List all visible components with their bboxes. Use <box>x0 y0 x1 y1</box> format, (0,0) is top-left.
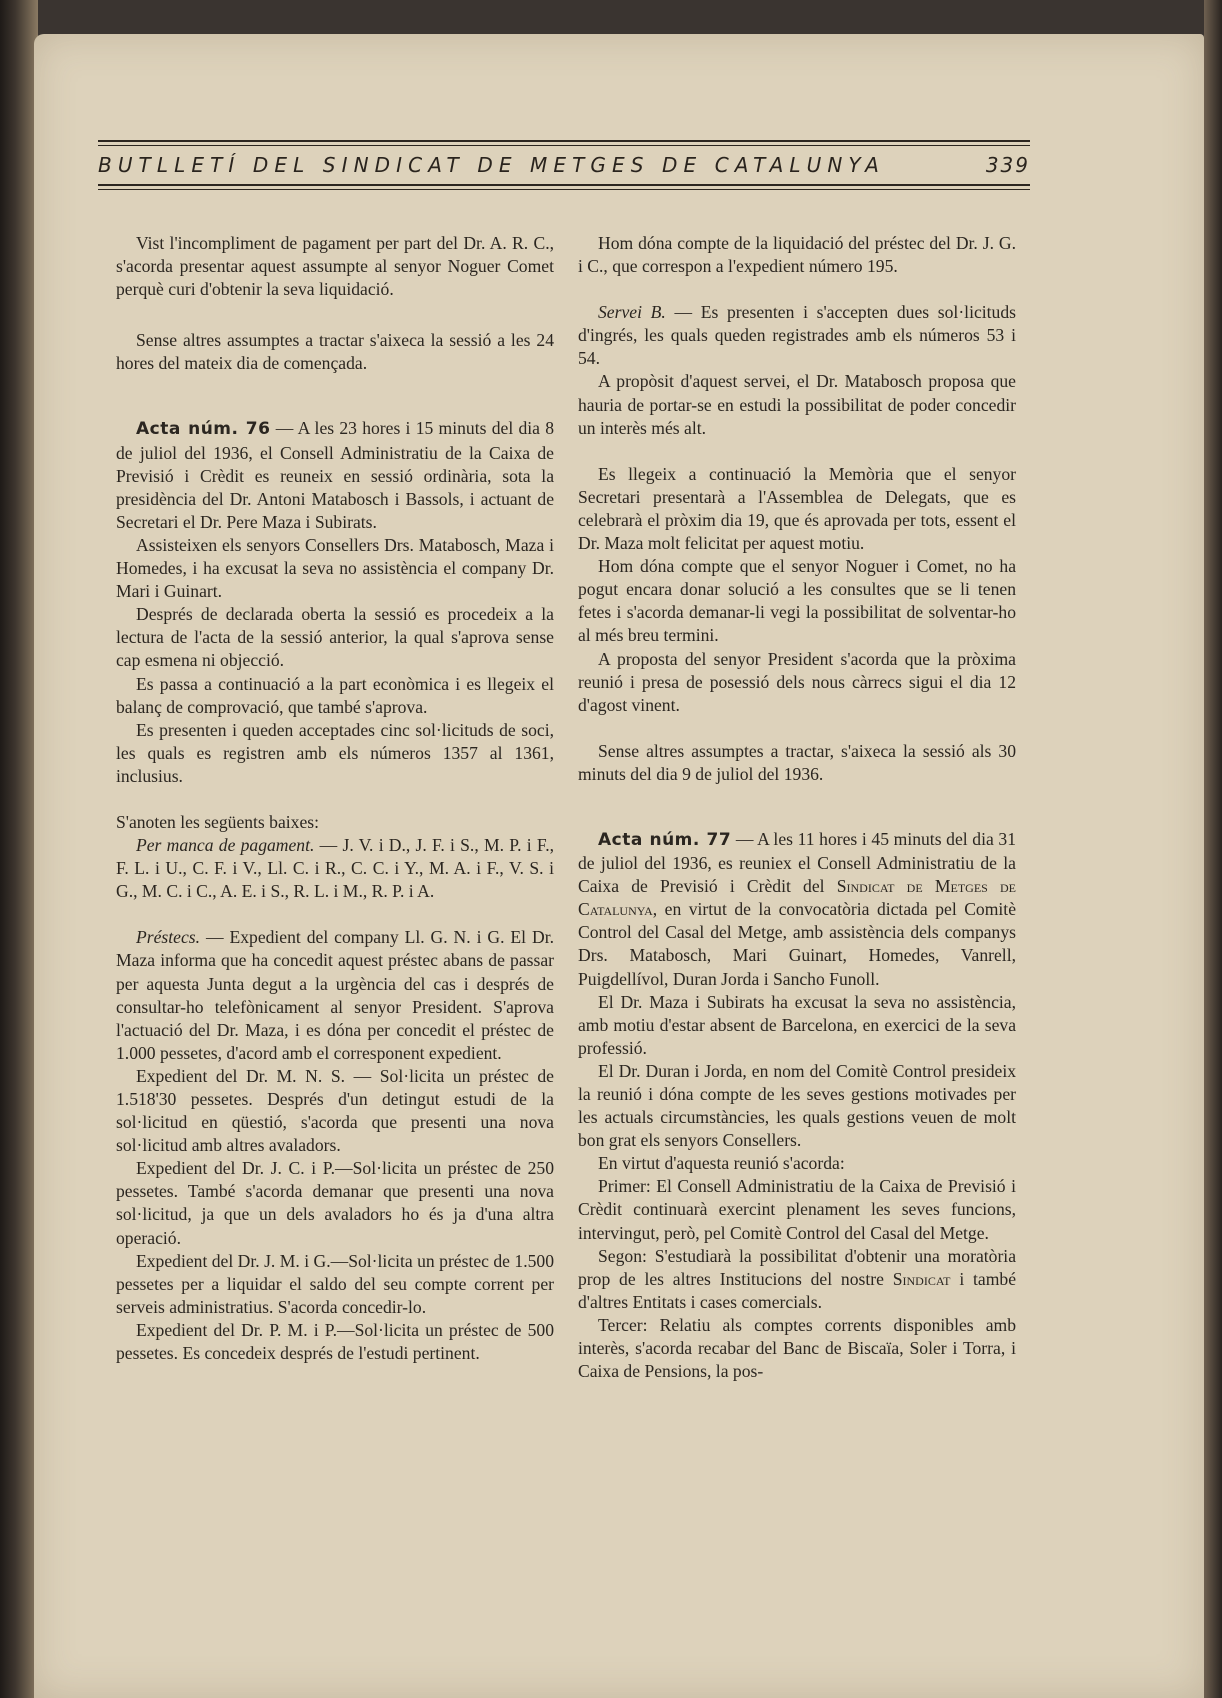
segon-text-b: i també d'altres Entitats i cases comercials. <box>578 1268 1017 1312</box>
paragraph: Després de declarada oberta la sessió es procedeix a la lectura de l'acta de la sessió anterior, la qual s'aprova sense cap esmena ni objecció. <box>116 604 554 671</box>
paragraph: El Dr. Maza i Subirats ha excusat la seva no assistència, amb motiu d'estar absent de Barcelona, en exercici de la seva professió. <box>578 991 1016 1058</box>
acta-76-heading: Acta núm. 76 <box>136 419 271 440</box>
baixes-text: — J. V. i D., J. F. i S., M. P. i F., F. L. i U., C. F. i V., Ll. C. i R., C. C. i Y., M. A. i F., V. S. i G., M. C. i C., A. E. i S., R. L. i M., R. P. i A. <box>116 835 554 902</box>
paragraph: Assisteixen els senyors Consellers Drs. Matabosch, Maza i Homedes, i ha excusat la seva no assistència el company Dr. Mari i Guinart. <box>116 534 554 602</box>
header-rule-bottom-thin <box>98 189 1030 190</box>
acta-77-paragraph <box>578 828 1016 991</box>
paragraph: Hom dóna compte que el senyor Noguer i Comet, no ha pogut encara donar solució a les consultes que se li tenen fetes i s'acorda demanar-li vegi la possibilitat de solventar-ho al més breu termini. <box>578 556 1016 646</box>
paragraph: A proposta del senyor President s'acorda que la pròxima reunió i presa de posessió dels nous càrrecs sigui el dia 12 d'agost vinent. <box>578 648 1016 715</box>
paragraph: Sense altres assumptes a tractar s'aixeca la sessió a les 24 hores del mateix dia de començada. <box>116 330 554 374</box>
servei-text: — Es presenten i s'accepten dues sol·licituds d'ingrés, les quals queden registrades amb els números 53 i 54. <box>578 302 1016 369</box>
acta-76-text: — A les 23 hores i 15 minuts del dia 8 de juliol del 1936, el Consell Administratiu de la Caixa de Previsió i Crèdit es reuneix en sessió ordinària, sota la presidència del Dr. Antoni Matabosch i Bassols, i actuant de Secretari el Dr. Pere Maza i Subirats. <box>116 418 555 532</box>
servei-label: Servei B. <box>598 302 666 323</box>
paragraph: Primer: El Consell Administratiu de la Caixa de Previsió i Crèdit continuarà exercint plenament les seves funcions, intervingut, però, pel Comitè Control del Casal del Metge. <box>578 1176 1016 1243</box>
paragraph: Sense altres assumptes a tractar, s'aixeca la sessió als 30 minuts del dia 9 de juliol del 1936. <box>578 740 1016 784</box>
acta-77-heading: Acta núm. 77 <box>598 829 732 850</box>
acta-77-text-a: — A les 11 hores i 45 minuts del dia 31 de juliol del 1936, es reuniex el Consell Administratiu de la Caixa de Previsió i Crèdit del <box>578 828 1017 897</box>
header-rule-top <box>98 140 1030 142</box>
sindicat-name: Sindicat de Metges de Catalunya <box>578 876 1016 920</box>
book-spine-left <box>0 0 38 1698</box>
right-column <box>578 232 1016 1383</box>
paragraph: Vist l'incompliment de pagament per part del Dr. A. R. C., s'acorda presentar aquest assumpte al senyor Noguer Comet perquè curi d'obtenir la seva liquidació. <box>116 233 554 300</box>
baixes-paragraph <box>116 834 554 903</box>
acta-77-text-b: , en virtut de la convocatòria dictada pel Comitè Control del Casal del Metge, amb assistència dels companys Drs. Matabosch, Mari Guinart, Homedes, Vanrell, Puigdellívol, Duran Jorda i Sancho Funoll. <box>578 899 1016 989</box>
paragraph: Expedient del Dr. J. M. i G.—Sol·licita un préstec de 1.500 pessetes per a liquidar el saldo del seu compte corrent per serveis administratius. S'acorda concedir-lo. <box>116 1250 554 1317</box>
prestecs-label: Préstecs. <box>136 927 201 948</box>
sindicat-word: Sindicat <box>892 1268 951 1289</box>
header-rule-bottom <box>98 184 1030 186</box>
baixes-heading: S'anoten les següents baixes: <box>116 811 320 832</box>
baixes-label: Per manca de pagament. <box>136 835 315 856</box>
paragraph: Expedient del Dr. M. N. S. — Sol·licita un préstec de 1.518'30 pessetes. Després d'un detingut estudi de la sol·licitud en qüestió, s'acorda que presenti una nova sol·licitud amb altres avaladors. <box>116 1065 554 1156</box>
paragraph: Expedient del Dr. J. C. i P.—Sol·licita un préstec de 250 pessetes. També s'acorda demanar que presenti una nova sol·licitud, ja que un dels avaladors ho és ja d'una altra operació. <box>116 1158 554 1248</box>
prestecs-paragraph <box>116 926 554 1065</box>
paragraph: Es presenten i queden acceptades cinc sol·licituds de soci, les quals es registren amb els números 1357 al 1361, inclusius. <box>116 719 554 786</box>
page-number: 339 <box>985 153 1030 177</box>
paragraph: Es llegeix a continuació la Memòria que el senyor Secretari presentarà a l'Assemblea de Delegats, que es celebrarà el pròxim dia 19, que és aprovada per tots, essent el Dr. Maza molt felicitat per aquest motiu. <box>578 463 1016 554</box>
paragraph: Es passa a continuació a la part econòmica i es llegeix el balanç de comprovació, que també s'aprova. <box>116 673 554 717</box>
servei-paragraph <box>578 301 1016 370</box>
paragraph: En virtut d'aquesta reunió s'acorda: <box>598 1153 845 1174</box>
paragraph: Hom dóna compte de la liquidació del préstec del Dr. J. G. i C., que correspon a l'expedient número 195. <box>578 233 1016 277</box>
running-title: BUTLLETÍ DEL SINDICAT DE METGES DE CATALUNYA <box>98 153 885 177</box>
prestecs-text: — Expedient del company Ll. G. N. i G. El Dr. Maza informa que ha concedit aquest préstec abans de passar per aquesta Junta degut a la urgència del cas i després de consultar-ho telefònicament al senyor President. S'aprova l'actuació del Dr. Maza, i es dóna per concedit el préstec de 1.000 pessetes, d'acord amb el corresponent expedient. <box>116 927 554 1063</box>
paragraph: A propòsit d'aquest servei, el Dr. Matabosch proposa que hauria de portar-se en estudi la possibilitat de poder concedir un interès més alt. <box>578 371 1016 438</box>
segon-paragraph <box>578 1245 1016 1314</box>
segon-text-a: Segon: S'estudiarà la possibilitat d'obtenir una moratòria prop de les altres Institucions del nostre <box>578 1245 1016 1289</box>
paragraph: El Dr. Duran i Jorda, en nom del Comitè Control presideix la reunió i dóna compte de les seves gestions motivades per les actuals circumstàncies, les quals gestions veuen de molt bon grat els senyors Consellers. <box>578 1060 1016 1151</box>
paragraph: Tercer: Relatiu als comptes corrents disponibles amb interès, s'acorda recabar del Banc de Biscaïa, Soler i Torra, i Caixa de Pensions, la pos- <box>578 1314 1016 1382</box>
page-header <box>98 140 1030 190</box>
left-column <box>116 232 554 1365</box>
acta-76-paragraph <box>116 417 554 533</box>
book-edge-right <box>1204 0 1222 1698</box>
paragraph: Expedient del Dr. P. M. i P.—Sol·licita un préstec de 500 pessetes. Es concedeix després de l'estudi pertinent. <box>116 1319 554 1364</box>
